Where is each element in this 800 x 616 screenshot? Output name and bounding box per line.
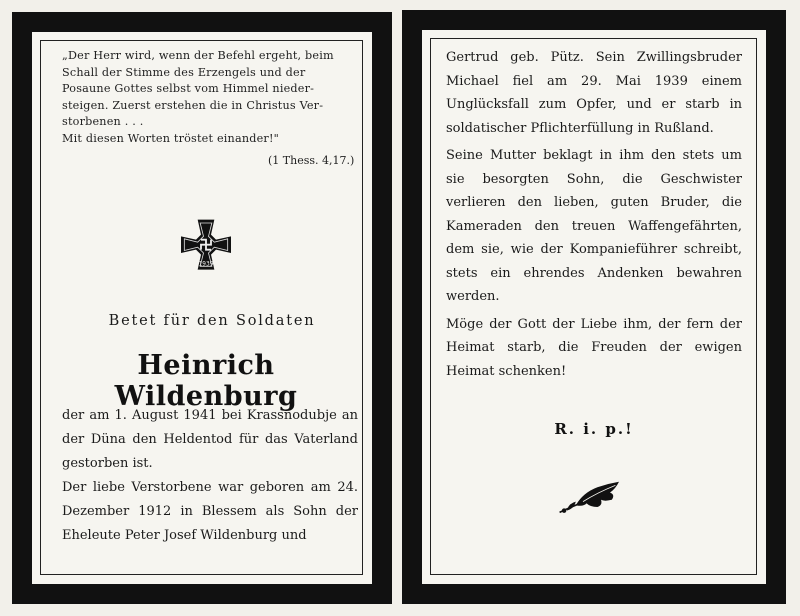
prayer-paragraph: Möge der Gott der Liebe ihm, der fern der Heimat starb, die Freuden der ewigen Heimat schenken! xyxy=(446,316,742,379)
quote-reference: (1 Thess. 4,17.) xyxy=(268,154,355,167)
oak-leaf-icon xyxy=(556,478,628,518)
rip-closing: R. i. p.! xyxy=(554,420,634,438)
right-body-text xyxy=(446,46,742,387)
quote-line: Posaune Gottes selbst vom Himmel nieder- xyxy=(62,82,315,95)
quote-line: steigen. Zuerst erstehen die in Christus Ver- xyxy=(62,98,324,112)
mourning-paragraph: Seine Mutter beklagt in ihm den stets um sie besorgten Sohn, die Geschwister verlieren den lieben, guten Bruder, die Kameraden den treuen Waffengefährten, dem sie, wie der Kompanieführer schreibt, stets ein ehrendes Andenken bewahren werden. xyxy=(446,148,742,304)
quote-line: „Der Herr wird, wenn der Befehl ergeht, beim xyxy=(62,49,334,62)
quote-line: Schall der Stimme des Erzengels und der xyxy=(62,65,306,79)
quote-line: Mit diesen Worten tröstet einander!" xyxy=(62,131,280,145)
prayer-line: Betet für den Soldaten xyxy=(108,313,316,329)
left-body-text xyxy=(62,404,358,548)
quote-line: storbenen . . . xyxy=(62,115,144,128)
birth-paragraph: Der liebe Verstorbene war geboren am 24. Dezember 1912 in Blessem als Sohn der Eheleute Peter Josef Wildenburg und xyxy=(62,480,358,543)
iron-cross-icon xyxy=(176,218,236,278)
death-paragraph: der am 1. August 1941 bei Krassnodubje an der Düna den Heldentod für das Vaterland gestorben ist. xyxy=(62,408,358,471)
bible-quote xyxy=(62,48,354,147)
cross-year: 1939 xyxy=(198,261,214,268)
soldier-name: Heinrich Wildenburg xyxy=(114,350,298,412)
family-paragraph: Gertrud geb. Pütz. Sein Zwillingsbruder Michael fiel am 29. Mai 1939 einem Unglücksfall zum Opfer, und er starb in soldatischer Pflichterfüllung in Rußland. xyxy=(446,50,742,136)
